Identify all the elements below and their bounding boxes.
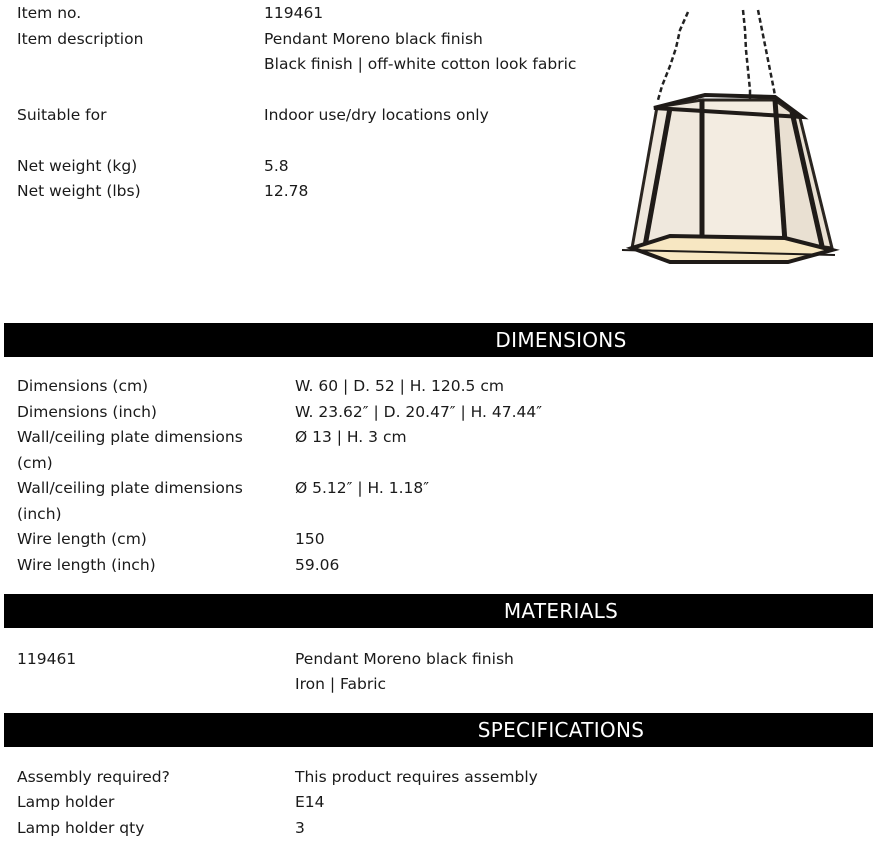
lamp-holder-qty-label: Lamp holder qty bbox=[17, 819, 145, 837]
wire-length-cm-value: 150 bbox=[295, 530, 325, 548]
assembly-required-label: Assembly required? bbox=[17, 768, 170, 786]
lamp-holder-value: E14 bbox=[295, 793, 325, 811]
item-description-label: Item description bbox=[17, 30, 144, 48]
suitable-for-label: Suitable for bbox=[17, 106, 107, 124]
lamp-holder-qty-value: 3 bbox=[295, 819, 305, 837]
wire-length-inch-label: Wire length (inch) bbox=[17, 556, 156, 574]
net-weight-kg-value: 5.8 bbox=[264, 157, 289, 175]
pendant-lamp-image bbox=[610, 0, 850, 275]
plate-dimensions-inch-label: Wall/ceiling plate dimensions (inch) bbox=[17, 479, 243, 523]
dimensions-cm-label: Dimensions (cm) bbox=[17, 377, 149, 395]
net-weight-lbs-label: Net weight (lbs) bbox=[17, 182, 141, 200]
plate-dimensions-inch-value: Ø 5.12″ | H. 1.18″ bbox=[295, 479, 430, 497]
dimensions-inch-label: Dimensions (inch) bbox=[17, 403, 157, 421]
item-description-value-2: Black finish | off-white cotton look fabric bbox=[264, 55, 577, 73]
net-weight-lbs-value: 12.78 bbox=[264, 182, 309, 200]
plate-dimensions-cm-value: Ø 13 | H. 3 cm bbox=[295, 428, 407, 446]
item-no-value: 119461 bbox=[264, 4, 324, 22]
materials-description: Pendant Moreno black finish bbox=[295, 650, 514, 668]
plate-dimensions-cm-label: Wall/ceiling plate dimensions (cm) bbox=[17, 428, 243, 472]
specifications-title: SPECIFICATIONS bbox=[477, 718, 645, 742]
net-weight-kg-label: Net weight (kg) bbox=[17, 157, 138, 175]
dimensions-header bbox=[4, 323, 873, 357]
dimensions-inch-value: W. 23.62″ | D. 20.47″ | H. 47.44″ bbox=[295, 403, 543, 421]
wire-length-inch-value: 59.06 bbox=[295, 556, 340, 574]
specifications-header bbox=[4, 713, 873, 747]
materials-item-no: 119461 bbox=[17, 650, 77, 668]
item-description-value: Pendant Moreno black finish bbox=[264, 30, 483, 48]
dimensions-title: DIMENSIONS bbox=[495, 328, 627, 352]
materials-header bbox=[4, 594, 873, 628]
item-no-label: Item no. bbox=[17, 4, 82, 22]
assembly-required-value: This product requires assembly bbox=[295, 768, 538, 786]
suitable-for-value: Indoor use/dry locations only bbox=[264, 106, 489, 124]
materials-title: MATERIALS bbox=[503, 599, 619, 623]
lamp-holder-label: Lamp holder bbox=[17, 793, 115, 811]
dimensions-cm-value: W. 60 | D. 52 | H. 120.5 cm bbox=[295, 377, 504, 395]
materials-composition: Iron | Fabric bbox=[295, 675, 387, 693]
wire-length-cm-label: Wire length (cm) bbox=[17, 530, 147, 548]
